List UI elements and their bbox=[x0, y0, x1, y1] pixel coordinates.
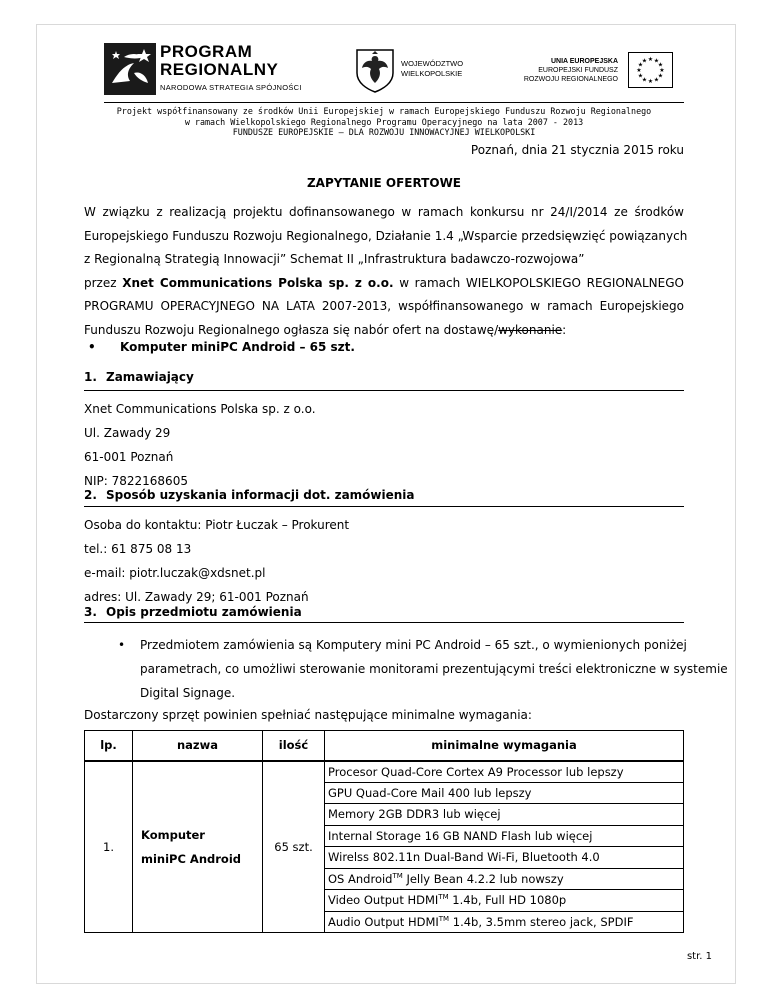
orderer-line: Ul. Zawady 29 bbox=[84, 426, 171, 440]
section-3-heading bbox=[84, 605, 302, 619]
intro-line4 bbox=[84, 272, 684, 296]
project-funding-note bbox=[60, 106, 708, 138]
eu-line1: UNIA EUROPEJSKA bbox=[550, 58, 618, 65]
svg-text:★: ★ bbox=[657, 72, 664, 80]
struck-word: wykonanie bbox=[498, 322, 563, 337]
trademark-sup: TM bbox=[392, 871, 403, 880]
requirement-item: Memory 2GB DDR3 lub więcej bbox=[325, 804, 684, 826]
svg-text:★: ★ bbox=[647, 56, 654, 63]
req-video-post: 1.4b, Full HD 1080p bbox=[448, 893, 567, 908]
requirements-intro: Dostarczony sprzęt powinien spełniać następujące minimalne wymagania: bbox=[84, 708, 532, 722]
section-1-heading bbox=[84, 370, 194, 384]
row-name bbox=[133, 761, 263, 933]
program-title-line1: PROGRAM bbox=[160, 42, 253, 61]
program-regionalny-logo bbox=[104, 43, 314, 95]
intro-line2: Europejskiego Funduszu Rozwoju Regionalnego, Działanie 1.4 „Wsparcie przedsięwzięć powiązanych bbox=[84, 228, 688, 243]
page-number: str. 1 bbox=[686, 951, 712, 962]
svg-text:★: ★ bbox=[641, 57, 648, 65]
section-2-number: 2. bbox=[84, 488, 97, 502]
svg-text:★: ★ bbox=[657, 61, 664, 69]
project-line3: FUNDUSZE EUROPEJSKIE – DLA ROZWOJU INNOWACYJNEJ WIELKOPOLSKI bbox=[232, 127, 536, 137]
eagle-coat-of-arms-icon bbox=[353, 47, 397, 93]
header-requirements: minimalne wymagania bbox=[325, 731, 684, 761]
section-2-rule bbox=[84, 506, 684, 507]
city-date: Poznań, dnia 21 stycznia 2015 roku bbox=[470, 143, 684, 157]
intro-line3: z Regionalną Strategią Innowacji” Schemat II „Infrastruktura badawczo-rozwojowa” bbox=[84, 252, 585, 266]
section-1-title: Zamawiający bbox=[106, 370, 194, 384]
project-line1: Projekt współfinansowany ze środków Unii Europejskiej w ramach Europejskiego Funduszu Rozwoju Regionalnego bbox=[116, 106, 652, 116]
eu-line3: ROZWOJU REGIONALNEGO bbox=[523, 76, 618, 83]
bullet-icon: • bbox=[88, 340, 96, 354]
req-os-pre: OS Android bbox=[328, 871, 393, 886]
voivodeship-line2: WIELKOPOLSKIE bbox=[401, 69, 463, 78]
section-3-rule bbox=[84, 622, 684, 623]
intro-line1: W związku z realizacją projektu dofinansowanego w ramach konkursu nr 24/I/2014 ze środków bbox=[84, 205, 684, 219]
orderer-line: Xnet Communications Polska sp. z o.o. bbox=[84, 402, 316, 416]
row-name-line1: Komputer bbox=[141, 827, 205, 842]
svg-text:★: ★ bbox=[659, 67, 665, 74]
voivodeship-line1: WOJEWÓDZTWO bbox=[401, 59, 464, 68]
program-regionalny-emblem-icon bbox=[104, 43, 156, 95]
header-divider bbox=[104, 102, 684, 103]
svg-text:★: ★ bbox=[637, 61, 644, 69]
orderer-line: NIP: 7822168605 bbox=[84, 474, 188, 488]
trademark-sup: TM bbox=[438, 893, 449, 902]
eu-logo-text bbox=[500, 57, 618, 84]
section-2-heading bbox=[84, 488, 415, 502]
svg-text:★: ★ bbox=[641, 76, 648, 84]
company-name: Xnet Communications Polska sp. z o.o. bbox=[122, 275, 394, 290]
program-title-line2: REGIONALNY bbox=[160, 60, 279, 79]
table-row bbox=[85, 761, 684, 783]
requirement-item: Wirelss 802.11n Dual-Band Wi-Fi, Bluetooth 4.0 bbox=[325, 847, 684, 869]
req-video-pre: Video Output HDMI bbox=[328, 893, 439, 908]
intro-line6-post: : bbox=[562, 322, 567, 337]
header-qty: ilość bbox=[263, 731, 325, 761]
header-lp: lp. bbox=[85, 731, 133, 761]
orderer-line: 61-001 Poznań bbox=[84, 450, 174, 464]
intro-paragraph bbox=[84, 201, 688, 342]
bullet-icon: • bbox=[118, 638, 126, 652]
section-1-number: 1. bbox=[84, 370, 97, 384]
intro-line4-post: w ramach WIELKOPOLSKIEGO REGIONALNEGO bbox=[399, 275, 684, 290]
contact-line: Osoba do kontaktu: Piotr Łuczak – Prokurent bbox=[84, 518, 350, 532]
section-3-number: 3. bbox=[84, 605, 97, 619]
row-name-line2: miniPC Android bbox=[141, 851, 241, 866]
svg-text:★: ★ bbox=[653, 57, 660, 65]
program-subtitle: NARODOWA STRATEGIA SPÓJNOŚCI bbox=[160, 83, 302, 92]
contact-line: tel.: 61 875 08 13 bbox=[84, 542, 192, 556]
row-qty: 65 szt. bbox=[263, 761, 325, 933]
intro-line5: PROGRAMU OPERACYJNEGO NA LATA 2007-2013, współfinansowanego w ramach Europejskiego bbox=[84, 299, 684, 313]
order-description bbox=[140, 633, 728, 705]
section-1-rule bbox=[84, 390, 684, 391]
desc-line3: Digital Signage. bbox=[140, 686, 236, 700]
req-os-post: Jelly Bean 4.2.2 lub nowszy bbox=[402, 871, 564, 886]
document-title: ZAPYTANIE OFERTOWE bbox=[306, 176, 461, 190]
requirement-item-video bbox=[325, 890, 684, 912]
requirement-item-audio bbox=[325, 911, 684, 933]
svg-text:★: ★ bbox=[637, 72, 644, 80]
svg-text:★: ★ bbox=[653, 76, 660, 84]
project-line2: w ramach Wielkopolskiego Regionalnego Programu Operacyjnego na lata 2007 - 2013 bbox=[184, 116, 584, 127]
requirement-item: Internal Storage 16 GB NAND Flash lub więcej bbox=[325, 825, 684, 847]
eu-flag-icon bbox=[628, 52, 673, 88]
table-header-row bbox=[85, 731, 684, 761]
requirement-item-os bbox=[325, 868, 684, 890]
req-audio-post: 1.4b, 3.5mm stereo jack, SPDIF bbox=[449, 914, 634, 929]
main-item-text: Komputer miniPC Android – 65 szt. bbox=[120, 340, 355, 354]
contact-email: e-mail: piotr.luczak@xdsnet.pl bbox=[84, 566, 266, 580]
svg-text:★: ★ bbox=[647, 78, 654, 85]
voivodeship-logo bbox=[353, 47, 473, 93]
requirement-item: GPU Quad-Core Mail 400 lub lepszy bbox=[325, 782, 684, 804]
svg-text:★: ★ bbox=[636, 67, 642, 74]
section-3-title: Opis przedmiotu zamówienia bbox=[106, 605, 302, 619]
section-2-title: Sposób uzyskania informacji dot. zamówienia bbox=[106, 488, 415, 502]
contact-line: adres: Ul. Zawady 29; 61-001 Poznań bbox=[84, 590, 309, 604]
intro-line6-pre: Funduszu Rozwoju Regionalnego ogłasza się nabór ofert na dostawę/ bbox=[84, 322, 499, 337]
desc-line2: parametrach, co umożliwi sterowanie monitorami prezentującymi treści elektroniczne w systemie bbox=[140, 662, 728, 676]
intro-line4-pre: przez bbox=[84, 275, 117, 290]
requirements-table bbox=[84, 730, 684, 933]
requirement-item: Procesor Quad-Core Cortex A9 Processor lub lepszy bbox=[325, 761, 684, 783]
req-audio-pre: Audio Output HDMI bbox=[328, 914, 439, 929]
header-name: nazwa bbox=[133, 731, 263, 761]
eu-line2: EUROPEJSKI FUNDUSZ bbox=[538, 67, 618, 74]
desc-line1: Przedmiotem zamówienia są Komputery mini PC Android – 65 szt., o wymienionych poniżej bbox=[140, 638, 687, 652]
trademark-sup: TM bbox=[438, 914, 450, 923]
intro-line6 bbox=[84, 319, 684, 343]
row-lp: 1. bbox=[85, 761, 133, 933]
